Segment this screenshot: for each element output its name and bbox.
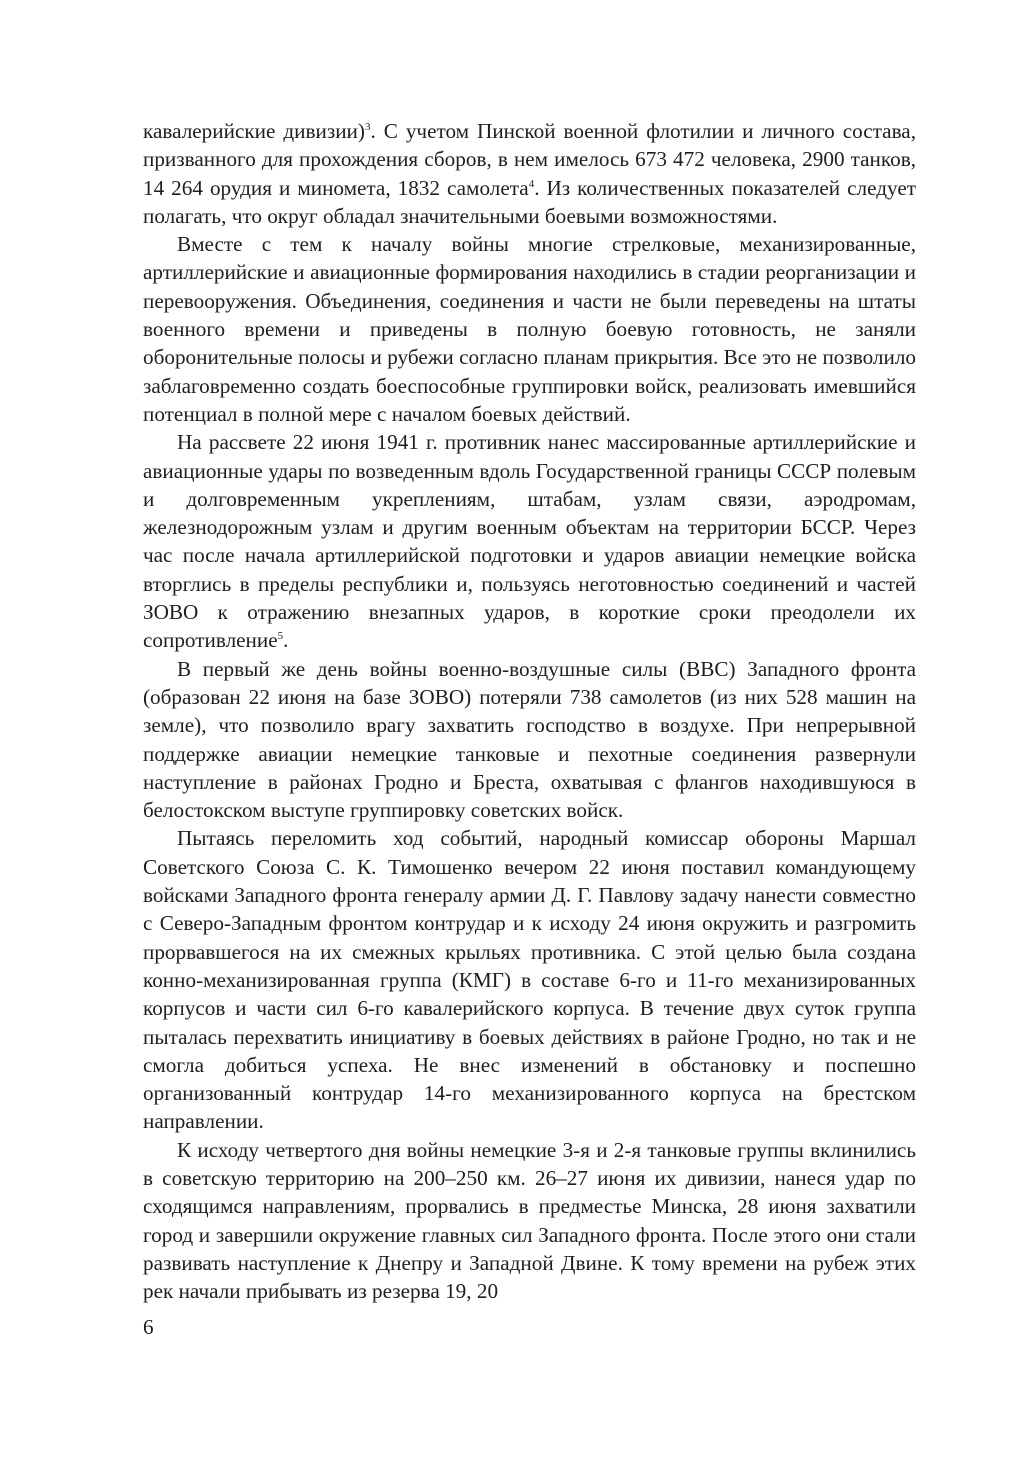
footnote-ref-4[interactable]: 4 — [528, 177, 535, 190]
page-number: 6 — [143, 1315, 154, 1339]
paragraph-3: На рассвете 22 июня 1941 г. противник нанес массированные артиллерийские и авиационные удары по возведенным вдоль Государственной границы СССР полевым и долговременным укреплениям, штабам, узлам связи, аэродромам, железнодорожным узлам и другим военным объектам на территории БССР. Через час после начала артиллерийской подготовки и ударов авиации немецкие войска вторглись в пределы республики и, пользуясь неготовностью соединений и частей ЗОВО к отражению внезапных ударов, в короткие сроки преодолели их сопротивление$^5$. — [143, 430, 916, 653]
paragraph-2: Вместе с тем к началу войны многие стрелковые, механизированные, артиллерийские и авиационные формирования находились в стадии реорганизации и перевооружения. Объединения, соединения и части не были переведены на штаты военного времени и приведены в полную боевую готовность, не заняли оборонительные полосы и рубежи согласно планам прикрытия. Все это не позволило заблаговременно создать боеспособные группировки войск, реализовать имевшийся потенциал в полной мере с началом боевых действий. — [143, 232, 916, 426]
body-text — [143, 117, 916, 1305]
footnote-ref-5[interactable]: 5 — [277, 630, 284, 643]
footnote-ref-3[interactable]: 3 — [364, 120, 371, 133]
paragraph-5: Пытаясь переломить ход событий, народный комиссар обороны Маршал Советского Союза С. К. Тимошенко вечером 22 июня поставил командующему войсками Западного фронта генералу армии Д. Г. Павлову задачу нанести совместно с Северо-Западным фронтом контрудар и к исходу 24 июня окружить и разгромить прорвавшегося на их смежных крыльях противника. С этой целью была создана конно-механизированная группа (КМГ) в составе 6-го и 11-го механизированных корпусов и части сил 6-го кавалерийского корпуса. В течение двух суток группа пыталась перехватить инициативу в боевых действиях в районе Гродно, но так и не смогла добиться успеха. Не внес изменений в обстановку и поспешно организованный контрудар 14-го механизированного корпуса на брестском направлении. — [143, 826, 916, 1134]
paragraph-1: кавалерийские дивизии)$^3$. С учетом Пинской военной флотилии и личного состава, призванного для прохождения сборов, в нем имелось 673 472 человека, 2900 танков, 14 264 орудия и миномета, 1832 самолета$^4$. Из количественных показателей следует полагать, что округ обладал значительными боевыми возможностями. — [143, 119, 916, 228]
paragraph-6: К исходу четвертого дня войны немецкие 3-я и 2-я танковые группы вклинились в советскую территорию на 200–250 км. 26–27 июня их дивизии, нанеся удар по сходящимся направлениям, прорвались в предместье Минска, 28 июня захватили город и завершили окружение главных сил Западного фронта. После этого они стали развивать наступление к Днепру и Западной Двине. К тому времени на рубеж этих рек начали прибывать из резерва 19, 20 — [143, 1137, 916, 1304]
paragraph-4: В первый же день войны военно-воздушные силы (ВВС) Западного фронта (образован 22 июня на базе ЗОВО) потеряли 738 самолетов (из них 528 машин на земле), что позволило врагу захватить господство в воздухе. При непрерывной поддержке авиации немецкие танковые и пехотные соединения развернули наступление в районах Гродно и Бреста, охватывая с флангов находившуюся в белостокском выступе группировку советских войск. — [143, 656, 916, 823]
